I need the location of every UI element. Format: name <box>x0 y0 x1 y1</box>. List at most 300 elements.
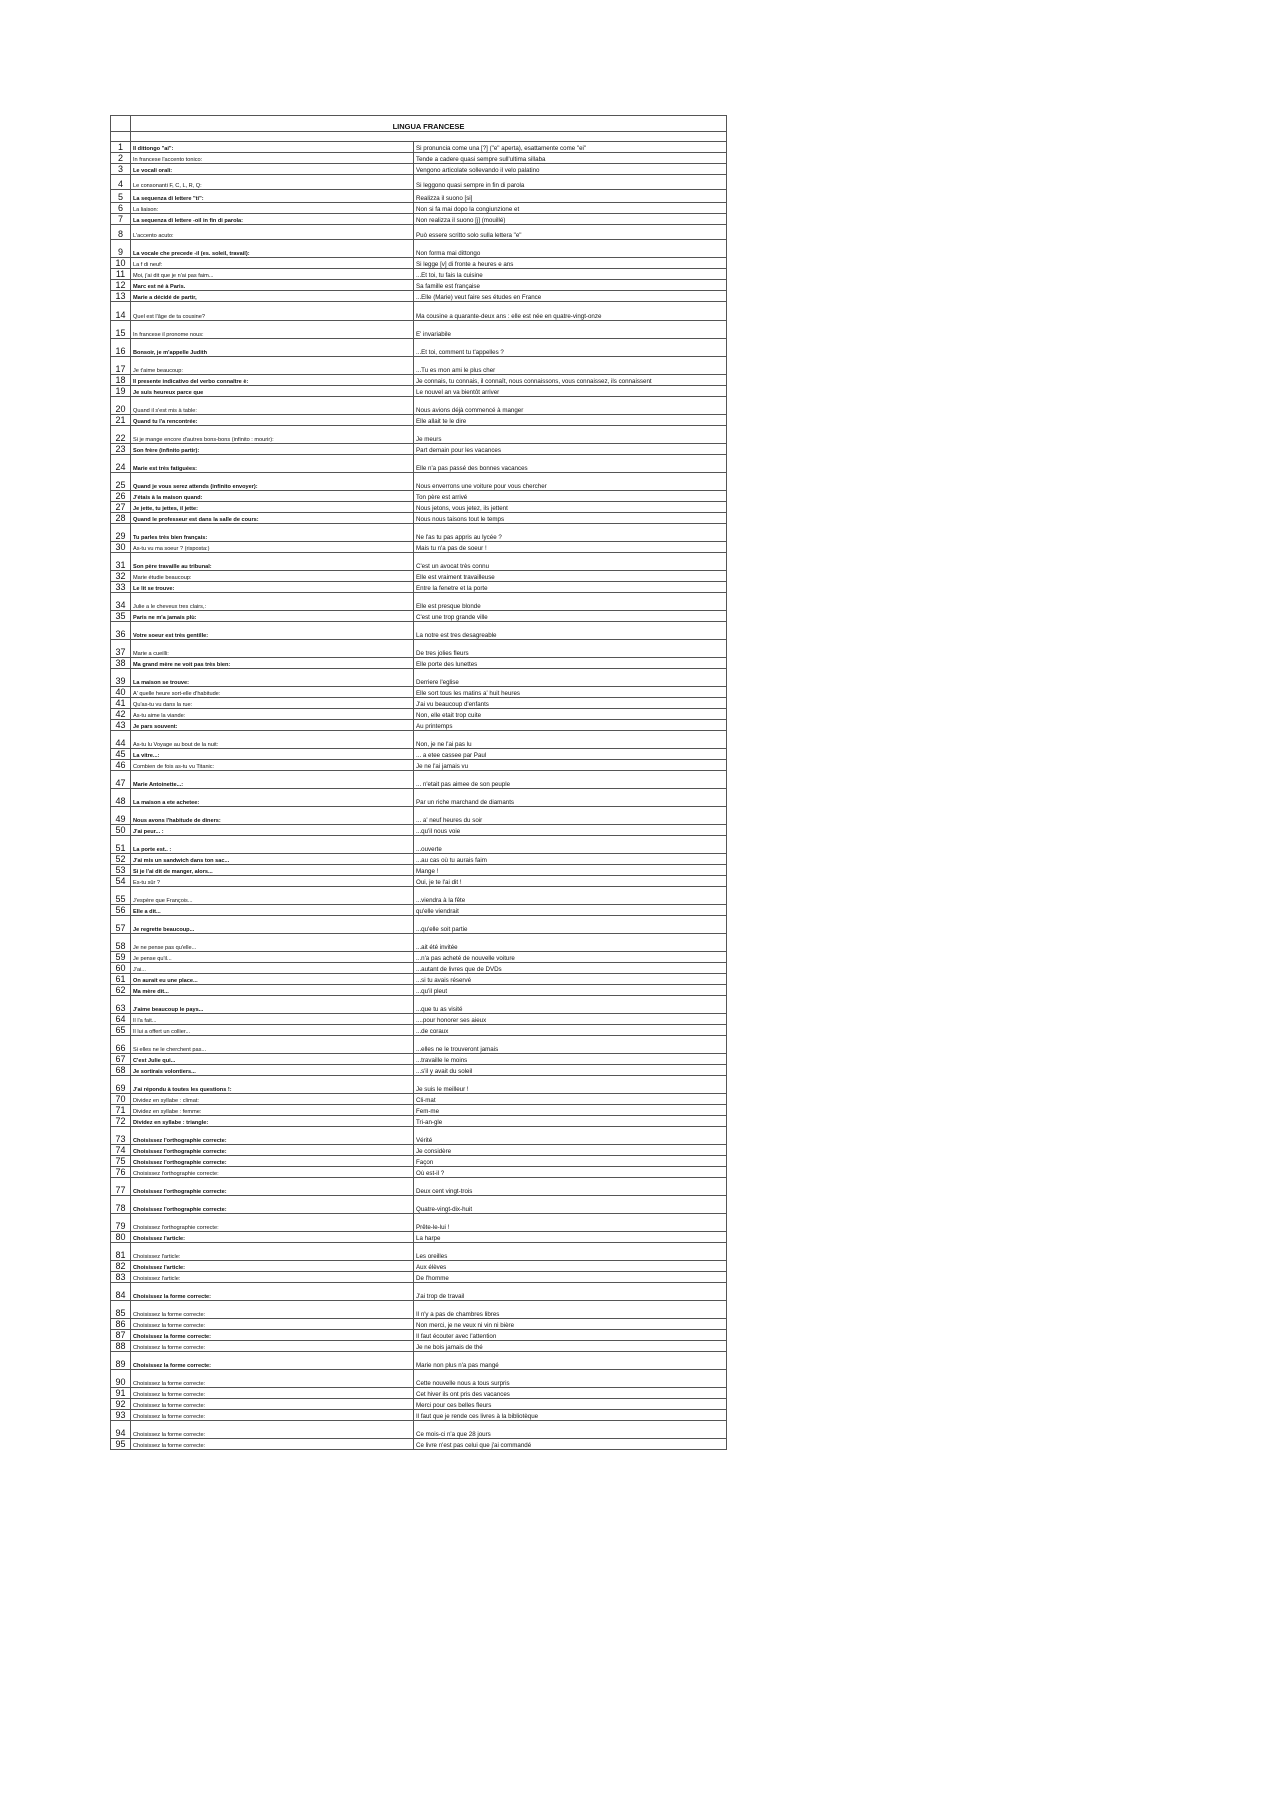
answer-cell: Les oreilles <box>414 1243 727 1261</box>
answer-cell: ...si tu avais réservé <box>414 974 727 985</box>
answer-cell: Mange ! <box>414 865 727 876</box>
row-number: 34 <box>111 593 131 611</box>
table-row <box>111 1025 727 1036</box>
question-cell: Ma mère dit... <box>131 985 414 996</box>
answer-cell: ...ouverte <box>414 836 727 854</box>
row-number: 59 <box>111 952 131 963</box>
answer-cell: Je meurs <box>414 426 727 444</box>
table-row <box>111 996 727 1014</box>
row-number: 52 <box>111 854 131 865</box>
table-row <box>111 1243 727 1261</box>
question-cell: Marie Antoinette...: <box>131 771 414 789</box>
table-row <box>111 1167 727 1178</box>
answer-cell: ...que tu as visité <box>414 996 727 1014</box>
question-cell: Tu parles très bien français: <box>131 524 414 542</box>
table-row <box>111 153 727 164</box>
answer-cell: ...Et toi, tu fais la cuisine <box>414 269 727 280</box>
question-cell: Choisissez la forme correcte: <box>131 1330 414 1341</box>
table-row <box>111 1399 727 1410</box>
answer-cell: ...Elle (Marie) veut faire ses études en France <box>414 291 727 302</box>
answer-cell: Entre la fenetre et la porte <box>414 582 727 593</box>
answer-cell: Je ne bois jamais de thé <box>414 1341 727 1352</box>
row-number: 11 <box>111 269 131 280</box>
answer-cell: Par un riche marchand de diamants <box>414 789 727 807</box>
question-cell: Votre soeur est très gentille: <box>131 622 414 640</box>
table-row <box>111 1105 727 1116</box>
question-cell: Quand tu l'a rencontrée: <box>131 415 414 426</box>
row-number: 7 <box>111 214 131 225</box>
question-cell: Choisissez l'article: <box>131 1272 414 1283</box>
answer-cell: Si leggono quasi sempre in fin di parola <box>414 175 727 190</box>
answer-cell: Part demain pour les vacances <box>414 444 727 455</box>
table-row <box>111 291 727 302</box>
row-number: 25 <box>111 473 131 491</box>
row-number: 65 <box>111 1025 131 1036</box>
answer-cell: Ton père est arrivé <box>414 491 727 502</box>
table-row <box>111 214 727 225</box>
row-number: 54 <box>111 876 131 887</box>
table-row <box>111 375 727 386</box>
row-number: 76 <box>111 1167 131 1178</box>
table-row <box>111 825 727 836</box>
question-cell: As-tu vu ma soeur ? (risposta:) <box>131 542 414 553</box>
answer-cell: J'ai vu beaucoup d'enfants <box>414 698 727 709</box>
question-cell: Moi, j'ai dit que je n'ai pas faim... <box>131 269 414 280</box>
row-number: 36 <box>111 622 131 640</box>
table-row <box>111 582 727 593</box>
answer-cell: C'est une trop grande ville <box>414 611 727 622</box>
question-cell: Si je l'ai dit de manger, alors... <box>131 865 414 876</box>
question-cell: Dividez en syllabe : triangle: <box>131 1116 414 1127</box>
row-number: 33 <box>111 582 131 593</box>
sheet-body <box>111 116 727 1450</box>
question-cell: Je ne pense pas qu'elle... <box>131 934 414 952</box>
answer-cell: ...autant de livres que de DVDs <box>414 963 727 974</box>
question-cell: Je pars souvent: <box>131 720 414 731</box>
title-row <box>111 116 727 132</box>
answer-cell: ...elles ne le trouveront jamais <box>414 1036 727 1054</box>
table-row <box>111 1319 727 1330</box>
question-cell: La maison a ete achetee: <box>131 789 414 807</box>
table-row <box>111 513 727 524</box>
question-cell: La sequenza di lettere -oil in fin di parola: <box>131 214 414 225</box>
answer-cell: C'est un avocat très connu <box>414 553 727 571</box>
table-row <box>111 1352 727 1370</box>
table-row <box>111 1156 727 1167</box>
table-row <box>111 1232 727 1243</box>
row-number: 12 <box>111 280 131 291</box>
question-cell: J'espère que François... <box>131 887 414 905</box>
question-cell: Quand il s'est mis à table: <box>131 397 414 415</box>
row-number: 10 <box>111 258 131 269</box>
question-cell: Choisissez l'article: <box>131 1261 414 1272</box>
answer-cell: Sa famille est française <box>414 280 727 291</box>
row-number: 47 <box>111 771 131 789</box>
table-row <box>111 709 727 720</box>
answer-cell: Quatre-vingt-dix-huit <box>414 1196 727 1214</box>
row-number: 9 <box>111 240 131 258</box>
row-number: 66 <box>111 1036 131 1054</box>
row-number: 71 <box>111 1105 131 1116</box>
row-number: 55 <box>111 887 131 905</box>
table-row <box>111 1014 727 1025</box>
question-cell: Il presente indicativo del verbo connaître è: <box>131 375 414 386</box>
table-row <box>111 1094 727 1105</box>
answer-cell: ...Tu es mon ami le plus cher <box>414 357 727 375</box>
spacer-cell <box>131 132 727 142</box>
table-row <box>111 807 727 825</box>
row-number: 95 <box>111 1439 131 1450</box>
question-cell: Qu'as-tu vu dans la rue: <box>131 698 414 709</box>
table-row <box>111 593 727 611</box>
answer-cell: ...n'a pas acheté de nouvelle voiture <box>414 952 727 963</box>
question-cell: J'étais à la maison quand: <box>131 491 414 502</box>
row-number: 56 <box>111 905 131 916</box>
table-row <box>111 1283 727 1301</box>
question-cell: Choisissez la forme correcte: <box>131 1399 414 1410</box>
table-row <box>111 415 727 426</box>
question-cell: Choisissez la forme correcte: <box>131 1439 414 1450</box>
row-number: 30 <box>111 542 131 553</box>
row-number: 19 <box>111 386 131 397</box>
question-cell: Choisissez la forme correcte: <box>131 1283 414 1301</box>
table-row <box>111 1196 727 1214</box>
answer-cell: Non merci, je ne veux ni vin ni bière <box>414 1319 727 1330</box>
answer-cell: ...qu'il nous voie <box>414 825 727 836</box>
answer-cell: ...Et toi, comment tu t'appelles ? <box>414 339 727 357</box>
row-number: 83 <box>111 1272 131 1283</box>
answer-cell: Il faut écouter avec l'attention <box>414 1330 727 1341</box>
question-cell: Choisissez l'orthographie correcte: <box>131 1127 414 1145</box>
answer-cell: Vérité <box>414 1127 727 1145</box>
table-row <box>111 720 727 731</box>
question-cell: Marie étudie beaucoup: <box>131 571 414 582</box>
answer-cell: Elle allait te le dire <box>414 415 727 426</box>
question-cell: Choisissez l'orthographie correcte: <box>131 1214 414 1232</box>
question-cell: A' quelle heure sort-elle d'habitude: <box>131 687 414 698</box>
row-number: 93 <box>111 1410 131 1421</box>
answer-cell: Nous enverrons une voiture pour vous chercher <box>414 473 727 491</box>
table-row <box>111 1421 727 1439</box>
answer-cell: Realizza il suono [si] <box>414 190 727 203</box>
question-cell: Je suis heureux parce que <box>131 386 414 397</box>
question-cell: Son père travaille au tribunal: <box>131 553 414 571</box>
question-cell: Choisissez l'orthographie correcte: <box>131 1178 414 1196</box>
question-cell: Je pense qu'il... <box>131 952 414 963</box>
row-number: 40 <box>111 687 131 698</box>
question-cell: La liaison: <box>131 203 414 214</box>
table-row <box>111 687 727 698</box>
answer-cell: Ce livre n'est pas celui que j'ai commandé <box>414 1439 727 1450</box>
row-number: 20 <box>111 397 131 415</box>
answer-cell: Mais tu n'a pas de soeur ! <box>414 542 727 553</box>
row-number: 5 <box>111 190 131 203</box>
question-cell: Il l'a fait... <box>131 1014 414 1025</box>
table-row <box>111 302 727 321</box>
table-row <box>111 952 727 963</box>
answer-cell: ...de coraux <box>414 1025 727 1036</box>
table-row <box>111 1178 727 1196</box>
row-number: 46 <box>111 760 131 771</box>
answer-cell: Je ne l'ai jamais vu <box>414 760 727 771</box>
answer-cell: Cet hiver ils ont pris des vacances <box>414 1388 727 1399</box>
answer-cell: ...qu'il pleut <box>414 985 727 996</box>
row-number: 63 <box>111 996 131 1014</box>
table-row <box>111 258 727 269</box>
row-number: 43 <box>111 720 131 731</box>
table-row <box>111 426 727 444</box>
row-number: 8 <box>111 225 131 240</box>
row-number: 48 <box>111 789 131 807</box>
question-cell: Es-tu sûr ? <box>131 876 414 887</box>
table-row <box>111 444 727 455</box>
question-cell: Dividez en syllabe : climat: <box>131 1094 414 1105</box>
row-number: 74 <box>111 1145 131 1156</box>
question-cell: Son frère (infinito partir): <box>131 444 414 455</box>
row-number: 31 <box>111 553 131 571</box>
question-cell: Je regrette beaucoup... <box>131 916 414 934</box>
row-number: 92 <box>111 1399 131 1410</box>
table-row <box>111 1341 727 1352</box>
row-number: 37 <box>111 640 131 658</box>
question-cell: J'aime beaucoup le pays... <box>131 996 414 1014</box>
row-number: 44 <box>111 731 131 749</box>
question-cell: Le vocali orali: <box>131 164 414 175</box>
row-number: 1 <box>111 142 131 153</box>
table-row <box>111 1214 727 1232</box>
answer-cell: Marie non plus n'a pas mangé <box>414 1352 727 1370</box>
question-cell: La vocale che precede -il (es. soleil, travail): <box>131 240 414 258</box>
row-number: 6 <box>111 203 131 214</box>
question-cell: Choisissez l'article: <box>131 1232 414 1243</box>
question-cell: Ma grand mère ne voit pas très bien: <box>131 658 414 669</box>
answer-cell: Cette nouvelle nous a tous surpris <box>414 1370 727 1388</box>
answer-cell: Non forma mai dittongo <box>414 240 727 258</box>
question-cell: Nous avons l'habitude de diners: <box>131 807 414 825</box>
table-row <box>111 1116 727 1127</box>
row-number: 57 <box>111 916 131 934</box>
question-cell: Quel est l'âge de ta cousine? <box>131 302 414 321</box>
table-row <box>111 669 727 687</box>
table-row <box>111 771 727 789</box>
question-cell: Il dittongo "ai": <box>131 142 414 153</box>
table-row <box>111 934 727 952</box>
answer-cell: ....pour honorer ses aieux <box>414 1014 727 1025</box>
answer-cell: Si legge [v] di fronte a heures e ans <box>414 258 727 269</box>
row-number: 85 <box>111 1301 131 1319</box>
answer-cell: ... a' neuf heures du soir <box>414 807 727 825</box>
row-number: 18 <box>111 375 131 386</box>
row-number: 27 <box>111 502 131 513</box>
row-number: 72 <box>111 1116 131 1127</box>
answer-cell: Tri-an-gle <box>414 1116 727 1127</box>
question-cell: Choisissez la forme correcte: <box>131 1370 414 1388</box>
row-number: 39 <box>111 669 131 687</box>
table-row <box>111 240 727 258</box>
row-number: 89 <box>111 1352 131 1370</box>
table-row <box>111 1370 727 1388</box>
answer-cell: Fem-me <box>414 1105 727 1116</box>
row-number: 80 <box>111 1232 131 1243</box>
question-cell: Paris ne m'a jamais plù: <box>131 611 414 622</box>
row-number: 70 <box>111 1094 131 1105</box>
row-number: 23 <box>111 444 131 455</box>
table-row <box>111 553 727 571</box>
table-row <box>111 905 727 916</box>
table-row <box>111 1330 727 1341</box>
answer-cell: J'ai trop de travail <box>414 1283 727 1301</box>
answer-cell: Non realizza il suono [j] (mouillé) <box>414 214 727 225</box>
row-number: 87 <box>111 1330 131 1341</box>
question-cell: J'ai mis un sandwich dans ton sac... <box>131 854 414 865</box>
answer-cell: ...travaille le moins <box>414 1054 727 1065</box>
quiz-sheet <box>110 115 727 1450</box>
row-number: 49 <box>111 807 131 825</box>
table-row <box>111 455 727 473</box>
row-number: 51 <box>111 836 131 854</box>
question-cell: Quand je vous serez attends (infinito envoyer): <box>131 473 414 491</box>
table-row <box>111 611 727 622</box>
answer-cell: La notre est tres desagreable <box>414 622 727 640</box>
question-cell: Elle a dit... <box>131 905 414 916</box>
answer-cell: Prête-le-lui ! <box>414 1214 727 1232</box>
question-cell: Si je mange encore d'autres bons-bons (infinito : mourir): <box>131 426 414 444</box>
row-number: 15 <box>111 321 131 339</box>
answer-cell: Non, elle etait trop cuite <box>414 709 727 720</box>
table-row <box>111 339 727 357</box>
table-row <box>111 269 727 280</box>
row-number: 17 <box>111 357 131 375</box>
table-row <box>111 974 727 985</box>
row-number: 90 <box>111 1370 131 1388</box>
row-number: 45 <box>111 749 131 760</box>
question-cell: C'est Julie qui... <box>131 1054 414 1065</box>
answer-cell: Si pronuncia come una [?] ("e" aperta), esattamente come "ei" <box>414 142 727 153</box>
table-row <box>111 164 727 175</box>
row-number: 77 <box>111 1178 131 1196</box>
row-number: 26 <box>111 491 131 502</box>
table-row <box>111 1410 727 1421</box>
question-cell: Julie a le cheveux tres clairs,: <box>131 593 414 611</box>
row-number: 69 <box>111 1076 131 1094</box>
question-cell: In francese l'accento tonico: <box>131 153 414 164</box>
answer-cell: Elle est vraiment travailleuse <box>414 571 727 582</box>
table-row <box>111 1065 727 1076</box>
table-row <box>111 1076 727 1094</box>
answer-cell: Je connais, tu connais, il connaît, nous connaissons, vous connaissez, ils connaissent <box>414 375 727 386</box>
question-cell: Dividez en syllabe : femme: <box>131 1105 414 1116</box>
row-number: 82 <box>111 1261 131 1272</box>
answer-cell: Nous jetons, vous jetez, ils jettent <box>414 502 727 513</box>
answer-cell: E' invariabile <box>414 321 727 339</box>
table-row <box>111 1261 727 1272</box>
spacer-cell <box>111 132 131 142</box>
question-cell: Bonsoir, je m'appelle Judith <box>131 339 414 357</box>
table-row <box>111 963 727 974</box>
question-cell: La vitre...: <box>131 749 414 760</box>
answer-cell: Derriere l'eglise <box>414 669 727 687</box>
title-corner-cell <box>111 116 131 132</box>
question-cell: J'ai... <box>131 963 414 974</box>
table-row <box>111 985 727 996</box>
question-cell: Choisissez la forme correcte: <box>131 1388 414 1399</box>
row-number: 88 <box>111 1341 131 1352</box>
answer-cell: Je suis le meilleur ! <box>414 1076 727 1094</box>
row-number: 32 <box>111 571 131 582</box>
question-cell: J'ai peur... : <box>131 825 414 836</box>
answer-cell: Può essere scritto solo sulla lettera "e" <box>414 225 727 240</box>
question-cell: As-tu lu Voyage au bout de la nuit: <box>131 731 414 749</box>
row-number: 22 <box>111 426 131 444</box>
table-row <box>111 524 727 542</box>
answer-cell: Elle n'a pas passé des bonnes vacances <box>414 455 727 473</box>
row-number: 79 <box>111 1214 131 1232</box>
table-row <box>111 658 727 669</box>
question-cell: Marie a décidé de partir, <box>131 291 414 302</box>
question-cell: Choisissez l'article: <box>131 1243 414 1261</box>
answer-cell: ... a etee cassee par Paul <box>414 749 727 760</box>
question-cell: Choisissez la forme correcte: <box>131 1410 414 1421</box>
table-row <box>111 386 727 397</box>
row-number: 64 <box>111 1014 131 1025</box>
table-row <box>111 854 727 865</box>
sheet-title: LINGUA FRANCESE <box>131 116 727 132</box>
question-cell: La sequenza di lettere "ti": <box>131 190 414 203</box>
row-number: 53 <box>111 865 131 876</box>
table-row <box>111 876 727 887</box>
row-number: 91 <box>111 1388 131 1399</box>
question-cell: Marie est très fatiguées: <box>131 455 414 473</box>
question-cell: Choisissez l'orthographie correcte: <box>131 1145 414 1156</box>
question-cell: Choisissez la forme correcte: <box>131 1341 414 1352</box>
answer-cell: Cli-mat <box>414 1094 727 1105</box>
table-row <box>111 1127 727 1145</box>
answer-cell: Où est-il ? <box>414 1167 727 1178</box>
table-row <box>111 491 727 502</box>
answer-cell: Le nouvel an va bientôt arriver <box>414 386 727 397</box>
row-number: 13 <box>111 291 131 302</box>
answer-cell: Tende a cadere quasi sempre sull'ultima sillaba <box>414 153 727 164</box>
row-number: 28 <box>111 513 131 524</box>
answer-cell: ...ait été invitée <box>414 934 727 952</box>
answer-cell: Elle est presque blonde <box>414 593 727 611</box>
answer-cell: Ce mois-ci n'a que 28 jours <box>414 1421 727 1439</box>
question-cell: Marie a cueilli: <box>131 640 414 658</box>
row-number: 41 <box>111 698 131 709</box>
row-number: 60 <box>111 963 131 974</box>
answer-cell: Merci pour ces belles fleurs <box>414 1399 727 1410</box>
answer-cell: De tres jolies fleurs <box>414 640 727 658</box>
question-cell: Marc est né à Paris. <box>131 280 414 291</box>
table-row <box>111 836 727 854</box>
question-cell: Il lui a offert un collier... <box>131 1025 414 1036</box>
row-number: 62 <box>111 985 131 996</box>
row-number: 21 <box>111 415 131 426</box>
table-row <box>111 887 727 905</box>
table-row <box>111 1054 727 1065</box>
table-row <box>111 280 727 291</box>
row-number: 50 <box>111 825 131 836</box>
table-row <box>111 622 727 640</box>
row-number: 38 <box>111 658 131 669</box>
answer-cell: Ne l'as tu pas appris au lycée ? <box>414 524 727 542</box>
row-number: 14 <box>111 302 131 321</box>
question-cell: La maison se trouve: <box>131 669 414 687</box>
answer-cell: Elle porte des lunettes <box>414 658 727 669</box>
row-number: 78 <box>111 1196 131 1214</box>
answer-cell: Vengono articolate sollevando il velo palatino <box>414 164 727 175</box>
table-row <box>111 473 727 491</box>
